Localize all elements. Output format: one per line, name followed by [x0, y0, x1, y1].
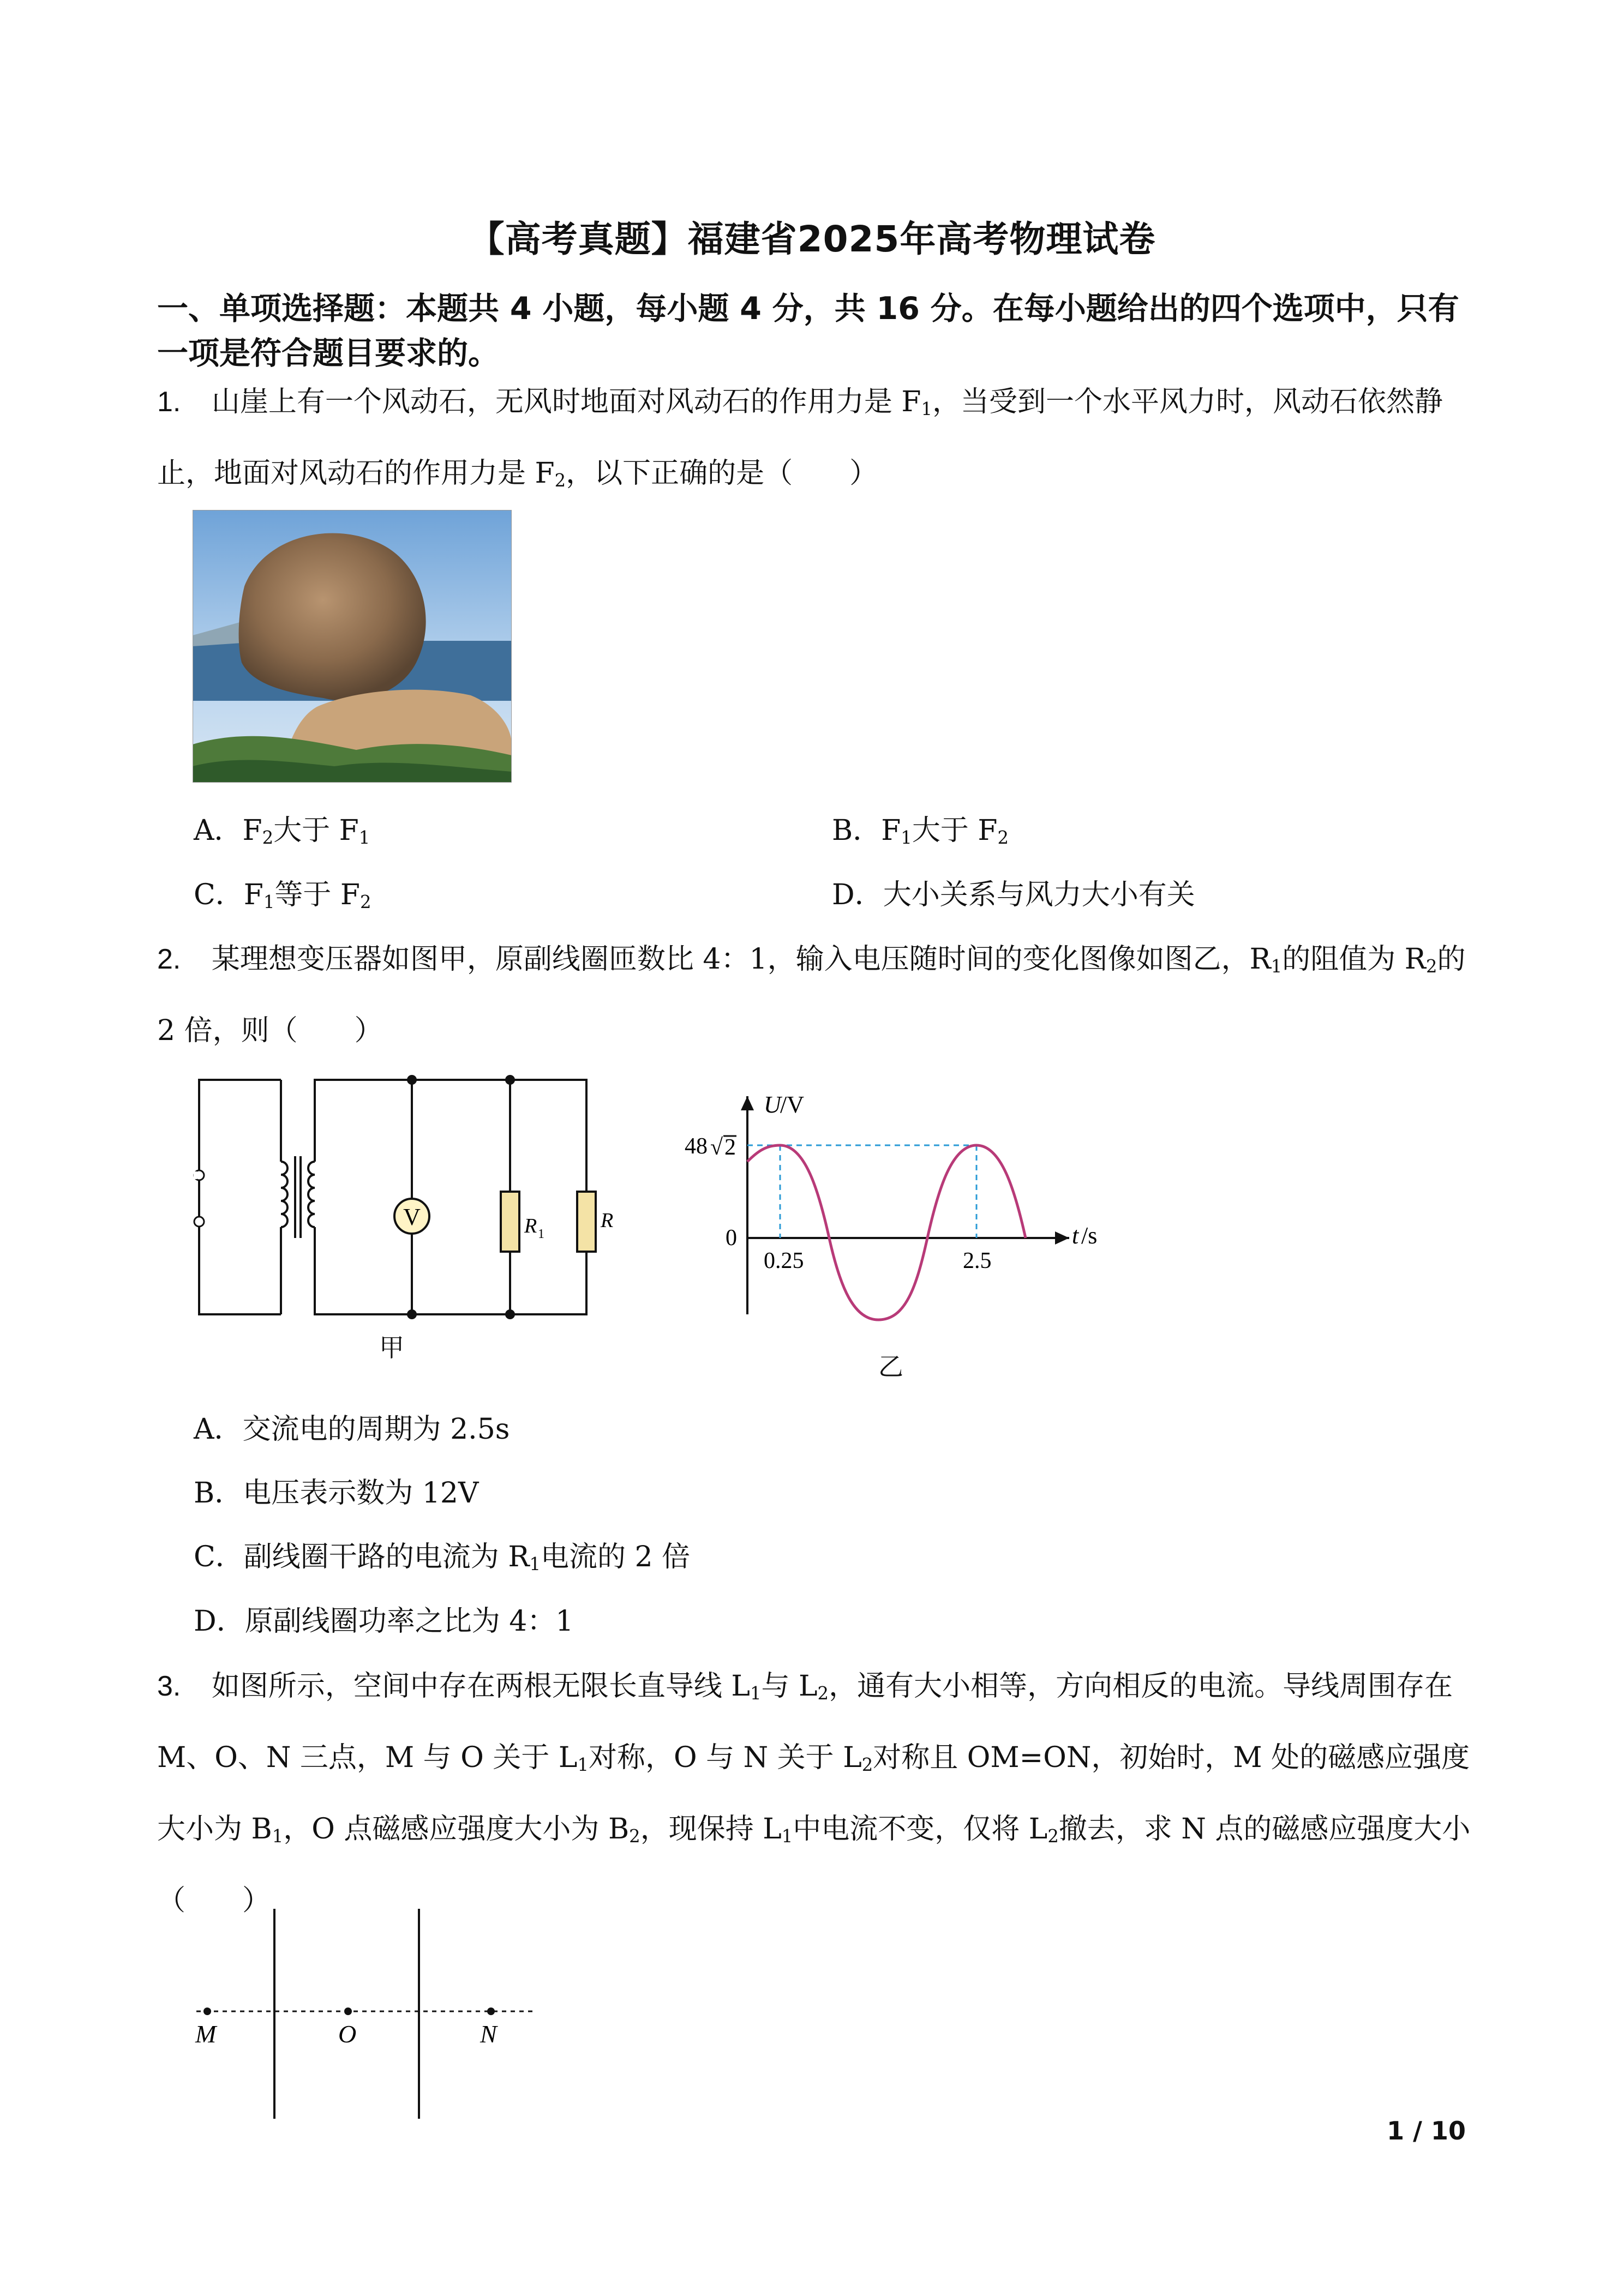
point-o — [344, 2008, 352, 2015]
section-heading: 一、单项选择题：本题共 4 小题，每小题 4 分，共 16 分。在每小题给出的四个选项中，只有一项是符合题目要求的。 — [157, 291, 1459, 371]
svg-text:1: 1 — [538, 1227, 544, 1241]
question-1-stem: 1. 山崖上有一个风动石，无风时地面对风动石的作用力是 $F_1$，当受到一个水平风力时，风动石依然静止，地面对风动石的作用力是 $F_2$，以下正确的是（ ） — [157, 386, 1443, 491]
q1-option-b[interactable]: B．$F_1$大于 $F_2$ — [832, 814, 1009, 849]
q2-option-c[interactable]: C．副线圈干路的电流为 $R_1$电流的 2 倍 — [194, 1541, 691, 1575]
point-m — [203, 2008, 211, 2015]
x-axis-arrow-icon — [1055, 1231, 1069, 1245]
q1-option-d[interactable]: D．大小关系与风力大小有关 — [832, 879, 1195, 911]
voltage-time-graph — [671, 1080, 1107, 1385]
circuit-diagram — [194, 1074, 614, 1314]
svg-text:√: √ — [710, 1135, 723, 1160]
question-number: 3. — [157, 1670, 181, 1702]
question-3-stem: 3. 如图所示，空间中存在两根无限长直导线 $L_1$与 $L_2$，通有大小相等，方向相反的电流。导线周围存在 M、O、N 三点，M 与 O 关于 $L_1$对称，O 与 N 关于 $L_2$对称且 OM=ON，初始时，M 处的磁感应强度大小为 $B_1$，O 点磁感应强度大小为 $B_2$，现保持 $L_1$中电流不变，仅将 $L_2$撤去，求 N 点的磁感应强度大小（ ） — [157, 1670, 1471, 1918]
voltmeter-icon — [394, 1199, 429, 1234]
q1-option-c[interactable]: C．$F_1$等于 $F_2$ — [194, 879, 371, 913]
svg-text:0.25: 0.25 — [764, 1248, 804, 1273]
question-number: 1. — [157, 386, 181, 418]
svg-text:U: U — [764, 1091, 781, 1118]
question-2-stem: 2. 某理想变压器如图甲，原副线圈匝数比 4：1，输入电压随时间的变化图像如图乙，$R_1$的阻值为 $R_2$的 2 倍，则（ ） — [157, 943, 1466, 1048]
transformer-circuit-figure — [194, 1074, 614, 1380]
question-number: 2. — [157, 943, 181, 975]
q1-option-a[interactable]: A．$F_2$大于 $F_1$ — [194, 814, 370, 849]
svg-text:R: R — [601, 1209, 614, 1232]
figure-caption-a: 甲 — [379, 1333, 404, 1362]
svg-text:R: R — [524, 1215, 537, 1237]
point-n — [487, 2008, 495, 2015]
page-title: 【高考真题】福建省2025年高考物理试卷 — [468, 218, 1156, 260]
resistor-r2-icon — [577, 1192, 596, 1252]
figure-caption-b: 乙 — [878, 1352, 903, 1381]
svg-text:48: 48 — [685, 1134, 708, 1159]
svg-text:/s: /s — [1081, 1222, 1098, 1249]
svg-text:M: M — [195, 2020, 217, 2048]
resistor-r1-icon — [501, 1192, 519, 1252]
page-number: 1 / 10 — [1387, 2116, 1466, 2145]
y-axis-arrow-icon — [741, 1096, 754, 1110]
svg-text:2.5: 2.5 — [963, 1248, 992, 1273]
q2-option-d[interactable]: D．原副线圈功率之比为 4：1 — [194, 1605, 574, 1638]
parallel-wires-figure — [185, 1909, 546, 2127]
q2-option-b[interactable]: B．电压表示数为 12V — [194, 1477, 479, 1510]
svg-text:V: V — [403, 1204, 421, 1230]
q2-option-a[interactable]: A．交流电的周期为 2.5s — [194, 1413, 510, 1446]
wind-rock-photo — [193, 510, 512, 783]
svg-text:O: O — [338, 2020, 357, 2048]
svg-text:2: 2 — [724, 1135, 736, 1160]
terminal-icon — [194, 1217, 204, 1227]
svg-text:N: N — [480, 2020, 497, 2048]
svg-text:t: t — [1072, 1222, 1079, 1249]
voltage-sine-curve — [747, 1145, 1026, 1320]
svg-text:0: 0 — [726, 1225, 737, 1251]
svg-text:/V: /V — [780, 1091, 804, 1118]
